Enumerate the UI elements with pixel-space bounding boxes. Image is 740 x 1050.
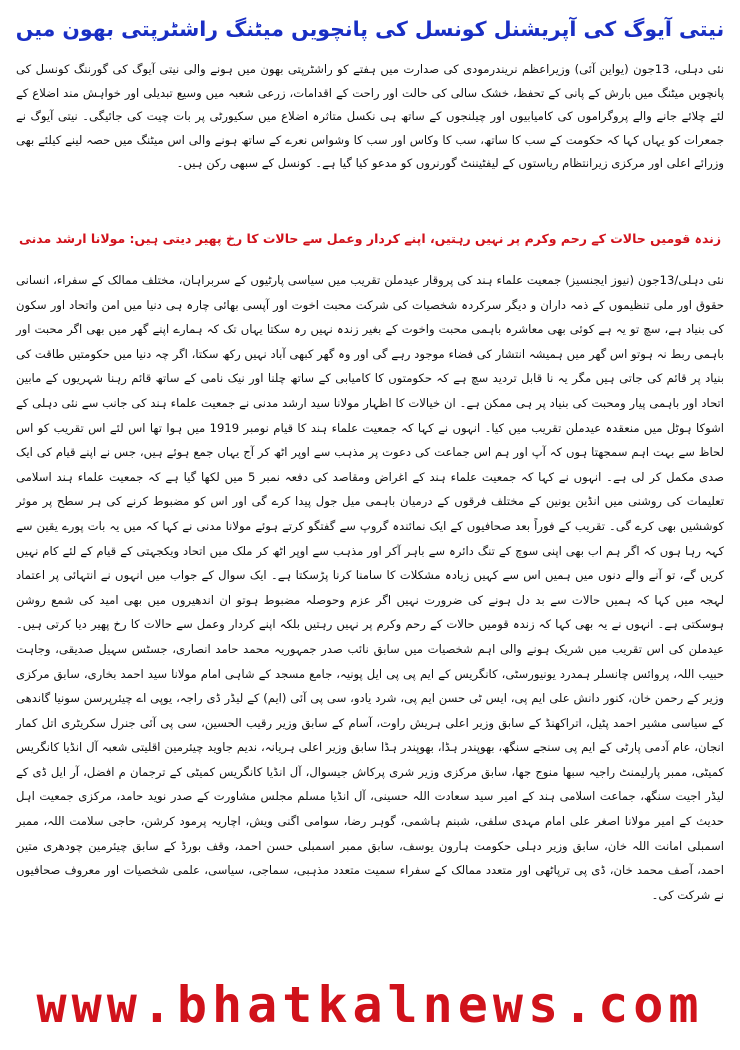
article-2-body: نئی دہلی/13جون (نیوز ایجنسیز) جمعیت علماء ہند کی پروقار عیدملن تقریب میں سیاسی پارٹیوں کے سربراہان، مختلف ممالک کے سفراء، انسانی حقوق اور ملی تنظیموں کے ذمہ داران و دیگر سرکردہ شخصیات کی شرکت محبت اخوت اور آپسی بھائی چارہ ہی دنیا میں امن واتحاد اور سکون کی بنیاد ہے، سچ تو یہ ہے کوئی بھی معاشرہ باہمی محبت واخوت کے بغیر زندہ نہیں رہ سکتا یہاں تک کہ ہمارے اپنے گھر میں بھی اگر محبت اور باہمی ربط نہ ہوتو اس گھر میں ہمیشہ انتشار کی فضاء موجود رہے گی اور وہ گھر کبھی آباد نہیں رکھ سکتا، اگر چہ دنیا میں حکومتیں طاقت کی بنیاد پر قائم کی جاتی ہیں مگر یہ نا قابل تردید سچ ہے کہ حکومتوں کا کامیابی کے ساتھ چلنا اور نیک نامی کے ساتھ قائم رہنا شہریوں کے مابین اتحاد اور باہمی پیار ومحبت کی بنیاد پر ہی ممکن ہے۔ ان خیالات کا اظہار مولانا سید ارشد مدنی نے جمعیت علماء ہند کی جانب سے نئی دہلی کے اشوکا ہوٹل میں منعقدہ عیدملن تقریب میں کیا۔ انہوں نے کہا کہ جمعیت علماء ہند کا قیام نومبر 1919 میں ہوا تھا اس لئے اس تقریب کو اس لحاظ سے بہت اہم سمجھتا ہوں کہ آپ اور ہم اس جماعت کی دعوت پر مذہب سے اوپر اٹھ کر آج یہاں جمع ہوئے ہیں، جس نے اپنے قیام کی ایک صدی مکمل کر لی ہے۔ انہوں نے کہا کہ جمعیت علماء ہند کے اغراض ومقاصد کی دفعہ نمبر 5 میں لکھا گیا ہے کہ جمعیت علماء ہند اسلامی تعلیمات کی روشنی میں انڈین یونین کے مختلف فرقوں کے درمیان باہمی میل جول پیدا کرے گی اور اس کو مضبوط کرنے کی ہر سطح پر موثر کوششیں بھی کرے گی۔ تقریب کے فوراً بعد صحافیوں کے ایک نمائندہ گروپ سے گفتگو کرتے ہوئے مولانا مدنی نے کہا کہ میں یہ بات پورے یقین سے کہہ رہا ہوں کہ اگر ہم اب بھی اپنی سوچ کے تنگ دائرہ سے باہر آکر اور مذہب سے اوپر اٹھ کر ملک میں اتحاد ویکجہتی کے قیام کے لئے کام نہیں کریں گے، تو آنے والے دنوں میں ہمیں اس سے کہیں زیادہ مشکلات کا سامنا کرنا پڑسکتا ہے۔ ایک سوال کے جواب میں انہوں نے انتہائی پر اعتماد لہجہ میں کہا کہ ہمیں حالات سے بد دل ہونے کی ضرورت نہیں اگر عزم وحوصلہ مضبوط ہوتو ان اندھیروں میں بھی امید کی شمع روشن ہوسکتی ہے۔ انہوں نے یہ بھی کہا کہ زندہ قومیں حالات کے رحم وکرم پر نہیں رہتیں بلکہ اپنے کردار وعمل سے حالات کا رخ پھیر دیا کرتی ہیں۔ عیدملن کی اس تقریب میں شریک ہونے والی اہم شخصیات میں سابق نائب صدر جمہوریہ محمد حامد انصاری، جسٹس سہیل صدیقی، وجاہت حبیب اللہ، پروائس چانسلر ہمدرد یونیورسٹی، کانگریس کے ایم پی پی ایل پونیہ، جامع مسجد کے شاہی امام مولانا سید احمد بخاری، سابق مرکزی وزیر کے رحمن خان، کنور دانش علی ایم پی، ایس ٹی حسن ایم پی، شرد یادو، سی پی آئی (ایم) کے لیڈر ڈی راجہ، یوپی اے چیئرپرسن سونیا گاندھی کے سیاسی مشیر احمد پٹیل، اتراکھنڈ کے سابق وزیر اعلی ہریش راوت، آسام کے سابق وزیر رقیب الحسین، سی پی آئی جنرل سکریٹری اتل کمار انجان، عام آدمی پارٹی کے ایم پی سنجے سنگھ، بھوپندر ہڈا، بھوپندر ہڈا سابق وزیر اعلی ہریانہ، ندیم جاوید چیئرمین اقلیتی شعبہ آل انڈیا کانگریس کمیٹی، ممبر پارلیمنٹ راجیہ سبھا منوج جھا، سابق مرکزی وزیر شری پرکاش جیسوال، آل انڈیا کانگریس کمیٹی کے ترجمان م افضل، آر ایل ڈی کے لیڈر اجیت سنگھ، جماعت اسلامی ہند کے امیر سید سعادت اللہ حسینی، آل انڈیا مسلم مجلس مشاورت کے صدر نوید حامد، مرکزی جمعیت اہل حدیث کے امیر مولانا اصغر علی امام مہدی سلفی، شبنم ہاشمی، گوہر رضا، سوامی اگنی ویش، اچاریہ پرمود کرشن، حاجی سلامت اللہ، ممبر اسمبلی امانت اللہ خان، سابق وزیر دہلی حکومت ہارون یوسف، سابق ممبر اسمبلی حسن احمد، وقف بورڈ کے سابق چیئرمین چودھری متین احمد، آصف محمد خان، ڈی پی ترپاٹھی اور متعدد ممالک کے سفراء سمیت متعدد مذہبی، سماجی، سیاسی، علمی شخصیات اور معروف صحافیوں نے شرکت کی۔ (16, 273, 725, 902)
article-1-body: نئی دہلی، 13جون (یواین آئی) وزیراعظم نریندرمودی کی صدارت میں ہفتے کو راشٹرپتی بھون میں ہونے والی نیتی آیوگ کی گورننگ کونسل کی پانچویں میٹنگ میں بارش کے پانی کے تحفظ، خشک سالی کی حالت اور راحت کے اقدامات، زرعی شعبہ میں وسیع تبدیلی اور خواہش مند اضلاع کے لئے چلائے جانے والے پروگراموں کی کامیابیوں اور چیلنجوں کے ساتھ ہی نکسل متاثرہ اضلاع میں سکیورٹی پر بات چیت کی جائیگی۔ نیتی آیوگ نے جمعرات کو یہاں کہا کہ حکومت کے سب کا ساتھ، سب کا وکاس اور سب کا وشواس نعرے کے ساتھ ہونے والی اس میٹنگ میں حصہ لینے کیلئے بھی وزرائے اعلی اور مرکزی زیرانتظام ریاستوں کے لیفٹیننٹ گورنروں کو مدعو کیا گیا ہے۔ کونسل کے سبھی رکن ہیں۔ (16, 62, 724, 170)
article-1-headline: نیتی آیوگ کی آپریشنل کونسل کی پانچویں میٹنگ راشٹرپتی بھون میں (15, 17, 725, 41)
article-2-headline: زندہ قومیں حالات کے رحم وکرم پر نہیں رہتیں، اپنے کردار وعمل سے حالات کا رخ پھیر دیتی ہیں: مولانا ارشد مدنی (18, 231, 722, 246)
site-url-watermark[interactable]: www.bhatkalnews.com (36, 976, 704, 1034)
